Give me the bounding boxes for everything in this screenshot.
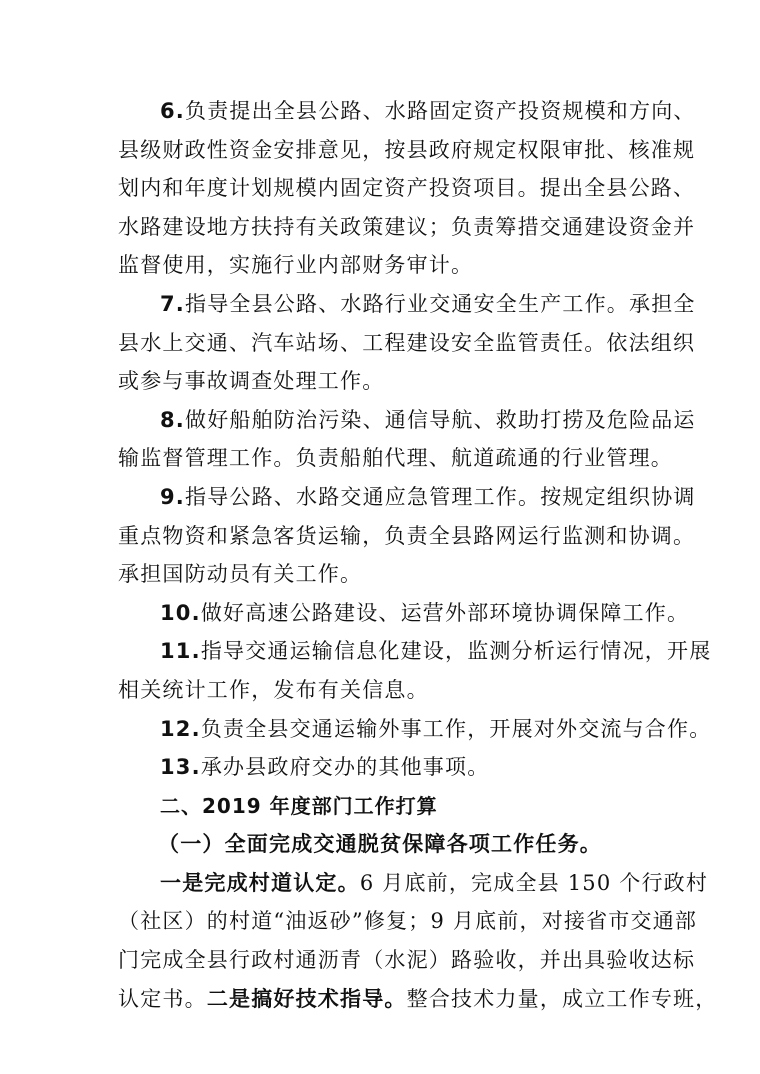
item-number: 7.	[160, 291, 185, 316]
item-12-line-1	[118, 710, 712, 749]
paragraph-text: 整合技术力量，成立工作专班，	[406, 986, 718, 1011]
item-11-line-2: 相关统计工作，发布有关信息。	[118, 677, 429, 702]
item-number: 11.	[160, 639, 201, 664]
paragraph-line-3: 门完成全县行政村通沥青（水泥）路验收，并出具验收达标	[118, 948, 696, 973]
item-6-line-1	[118, 92, 696, 131]
item-6-line-4: 水路建设地方扶持有关政策建议；负责筹措交通建设资金并	[118, 214, 696, 239]
item-10-line-1	[118, 594, 690, 633]
section-heading: 二、2019 年度部门工作打算	[160, 793, 438, 818]
item-text: 指导交通运输信息化建设，监测分析运行情况，开展	[200, 639, 712, 664]
subsection-heading: （一）全面完成交通脱贫保障各项工作任务。	[158, 831, 602, 857]
paragraph-text: 认定书。	[118, 986, 207, 1011]
item-text: 做好高速公路建设、运营外部环境协调保障工作。	[200, 600, 690, 625]
bold-lead: 一是完成村道认定。	[160, 869, 360, 895]
item-6-line-5: 监督使用，实施行业内部财务审计。	[118, 253, 474, 278]
item-number: 13.	[160, 755, 201, 780]
item-7-line-3: 或参与事故调查处理工作。	[118, 369, 385, 394]
bold-lead: 二是搞好技术指导。	[206, 985, 407, 1011]
paragraph-line-1	[118, 864, 709, 903]
item-9-line-2: 重点物资和紧急客货运输，负责全县路网运行监测和协调。	[118, 523, 696, 548]
item-text: 负责全县交通运输外事工作，开展对外交流与合作。	[200, 716, 712, 741]
item-6-line-3: 划内和年度计划规模内固定资产投资项目。提出全县公路、	[118, 176, 696, 201]
paragraph-line-4	[118, 980, 718, 1019]
item-number: 6.	[160, 99, 185, 123]
item-text: 做好船舶防治污染、通信导航、救助打捞及危险品运	[185, 407, 696, 432]
document-page	[118, 92, 718, 1018]
item-text: 指导全县公路、水路行业交通安全生产工作。承担全	[185, 291, 696, 316]
paragraph-line-2: （社区）的村道“油返砂”修复；9 月底前，对接省市交通部	[118, 909, 698, 934]
item-9-line-3: 承担国防动员有关工作。	[118, 562, 363, 587]
item-11-line-1	[118, 632, 712, 671]
item-7-line-2: 县水上交通、汽车站场、工程建设安全监管责任。依法组织	[118, 330, 696, 355]
item-text: 负责提出全县公路、水路固定资产投资规模和方向、	[185, 99, 696, 123]
item-text: 指导公路、水路交通应急管理工作。按规定组织协调	[185, 484, 696, 509]
item-number: 8.	[160, 407, 185, 432]
item-number: 10.	[160, 600, 201, 625]
item-text: 承办县政府交办的其他事项。	[200, 755, 490, 780]
item-number: 9.	[160, 484, 185, 509]
item-7-line-1	[118, 285, 696, 324]
item-8-line-1	[118, 401, 696, 440]
item-8-line-2: 输监督管理工作。负责船舶代理、航道疏通的行业管理。	[118, 446, 673, 471]
item-6-line-2: 县级财政性资金安排意见，按县政府规定权限审批、核准规	[118, 137, 696, 162]
paragraph-text: 6 月底前，完成全县 150 个行政村	[359, 870, 709, 895]
item-number: 12.	[160, 716, 201, 741]
item-9-line-1	[118, 478, 696, 517]
item-13-line-1	[118, 748, 653, 787]
